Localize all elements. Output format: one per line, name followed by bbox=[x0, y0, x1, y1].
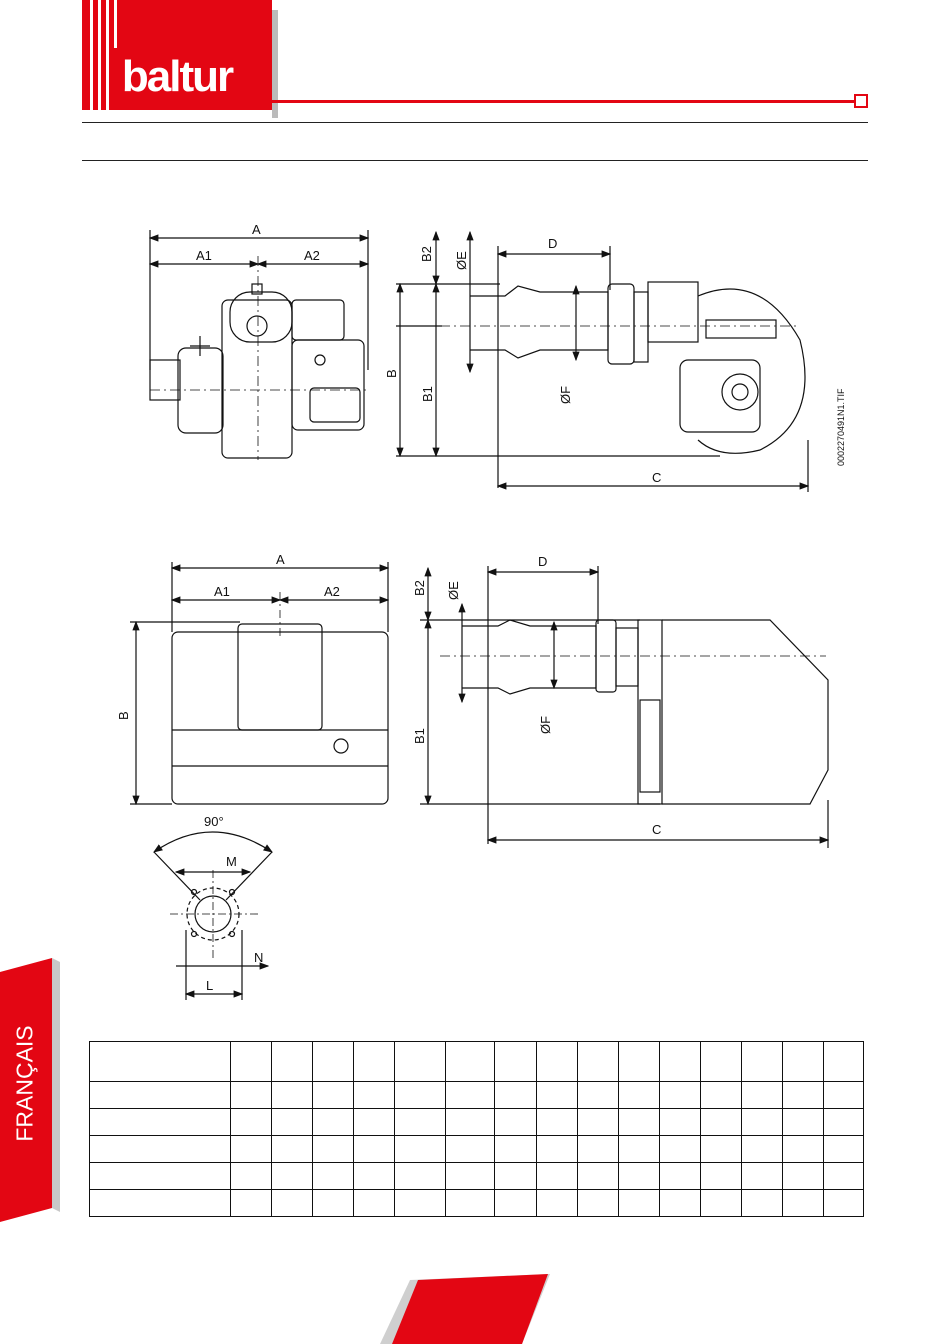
table-cell bbox=[354, 1163, 395, 1190]
label-a2: A2 bbox=[304, 248, 320, 263]
label-d-bottom: D bbox=[538, 554, 548, 569]
table-cell bbox=[495, 1190, 536, 1217]
label-c: C bbox=[652, 470, 662, 485]
table-cell bbox=[272, 1082, 313, 1109]
table-row bbox=[90, 1190, 864, 1217]
table-cell bbox=[536, 1042, 577, 1082]
table-cell bbox=[90, 1109, 231, 1136]
top-side-view bbox=[396, 232, 808, 492]
table-cell bbox=[354, 1082, 395, 1109]
table-cell bbox=[741, 1082, 782, 1109]
label-oe-bottom: ØE bbox=[446, 581, 461, 600]
table-cell bbox=[659, 1190, 700, 1217]
table-cell bbox=[231, 1136, 272, 1163]
table-cell bbox=[90, 1163, 231, 1190]
table-cell bbox=[741, 1163, 782, 1190]
table-cell bbox=[395, 1042, 446, 1082]
table-cell bbox=[700, 1163, 741, 1190]
label-a1: A1 bbox=[196, 248, 212, 263]
table-cell bbox=[395, 1163, 446, 1190]
table-cell bbox=[536, 1082, 577, 1109]
table-cell bbox=[659, 1163, 700, 1190]
table-cell bbox=[446, 1190, 495, 1217]
label-angle: 90° bbox=[204, 814, 224, 829]
table-cell bbox=[782, 1163, 823, 1190]
table-cell bbox=[231, 1163, 272, 1190]
table-cell bbox=[536, 1136, 577, 1163]
table-cell bbox=[536, 1109, 577, 1136]
label-d: D bbox=[548, 236, 558, 251]
table-cell bbox=[446, 1109, 495, 1136]
bottom-side-view bbox=[420, 566, 828, 848]
table-cell bbox=[90, 1042, 231, 1082]
table-cell bbox=[354, 1042, 395, 1082]
table-cell bbox=[313, 1082, 354, 1109]
table-cell bbox=[782, 1042, 823, 1082]
label-a2-bottom: A2 bbox=[324, 584, 340, 599]
table-cell bbox=[536, 1163, 577, 1190]
table-cell bbox=[313, 1190, 354, 1217]
table-cell bbox=[618, 1190, 659, 1217]
table-cell bbox=[231, 1109, 272, 1136]
table-cell bbox=[495, 1109, 536, 1136]
label-a-bottom: A bbox=[276, 552, 285, 567]
table-row bbox=[90, 1082, 864, 1109]
table-cell bbox=[395, 1136, 446, 1163]
table-cell bbox=[446, 1042, 495, 1082]
table-cell bbox=[495, 1163, 536, 1190]
label-a: A bbox=[252, 222, 261, 237]
table-cell bbox=[618, 1136, 659, 1163]
table-cell bbox=[741, 1190, 782, 1217]
table-cell bbox=[354, 1136, 395, 1163]
table-cell bbox=[700, 1136, 741, 1163]
language-label: FRANÇAIS bbox=[11, 1024, 38, 1142]
label-of-bottom: ØF bbox=[538, 715, 553, 734]
table-cell bbox=[577, 1190, 618, 1217]
label-oe: ØE bbox=[454, 251, 469, 270]
table-cell bbox=[313, 1042, 354, 1082]
table-cell bbox=[446, 1163, 495, 1190]
table-cell bbox=[823, 1136, 863, 1163]
table-cell bbox=[446, 1136, 495, 1163]
table-cell bbox=[395, 1109, 446, 1136]
top-front-view bbox=[150, 230, 368, 460]
table-cell bbox=[659, 1136, 700, 1163]
table-cell bbox=[577, 1042, 618, 1082]
table-row bbox=[90, 1163, 864, 1190]
table-cell bbox=[700, 1082, 741, 1109]
label-b2: B2 bbox=[419, 246, 434, 262]
table-row bbox=[90, 1136, 864, 1163]
table-cell bbox=[618, 1163, 659, 1190]
table-cell bbox=[577, 1082, 618, 1109]
table-cell bbox=[272, 1042, 313, 1082]
table-cell bbox=[272, 1163, 313, 1190]
language-side-tab bbox=[0, 958, 66, 1228]
table-cell bbox=[395, 1190, 446, 1217]
table-cell bbox=[395, 1082, 446, 1109]
table-cell bbox=[577, 1109, 618, 1136]
table-cell bbox=[741, 1042, 782, 1082]
table-cell bbox=[700, 1042, 741, 1082]
label-n: N bbox=[254, 950, 264, 965]
table-cell bbox=[231, 1082, 272, 1109]
table-row bbox=[90, 1109, 864, 1136]
table-cell bbox=[659, 1042, 700, 1082]
table-cell bbox=[354, 1109, 395, 1136]
label-a1-bottom: A1 bbox=[214, 584, 230, 599]
label-b-bottom: B bbox=[116, 711, 131, 720]
footer-page-tab bbox=[380, 1274, 560, 1344]
table-cell bbox=[313, 1136, 354, 1163]
table-cell bbox=[577, 1163, 618, 1190]
table-cell bbox=[659, 1082, 700, 1109]
table-cell bbox=[495, 1042, 536, 1082]
label-b2-bottom: B2 bbox=[412, 580, 427, 596]
table-cell bbox=[823, 1190, 863, 1217]
table-cell bbox=[231, 1042, 272, 1082]
table-cell bbox=[782, 1109, 823, 1136]
label-b1: B1 bbox=[420, 386, 435, 402]
table-row bbox=[90, 1042, 864, 1082]
table-cell bbox=[741, 1136, 782, 1163]
table-cell bbox=[272, 1190, 313, 1217]
table-cell bbox=[618, 1109, 659, 1136]
table-cell bbox=[700, 1109, 741, 1136]
table-cell bbox=[741, 1109, 782, 1136]
label-c-bottom: C bbox=[652, 822, 662, 837]
table-cell bbox=[272, 1109, 313, 1136]
table-cell bbox=[495, 1082, 536, 1109]
table-cell bbox=[823, 1082, 863, 1109]
table-cell bbox=[354, 1190, 395, 1217]
table-cell bbox=[272, 1136, 313, 1163]
table-cell bbox=[90, 1190, 231, 1217]
table-cell bbox=[618, 1082, 659, 1109]
label-l: L bbox=[206, 978, 214, 993]
file-code: 0002270491N1.TIF bbox=[836, 388, 846, 466]
table-cell bbox=[231, 1190, 272, 1217]
table-cell bbox=[659, 1109, 700, 1136]
flange-detail bbox=[154, 832, 272, 1000]
table-cell bbox=[782, 1190, 823, 1217]
table-cell bbox=[823, 1109, 863, 1136]
table-cell bbox=[446, 1082, 495, 1109]
logo-brand-text: baltur bbox=[121, 52, 233, 101]
table-cell bbox=[823, 1042, 863, 1082]
label-m: M bbox=[226, 854, 237, 869]
table-cell bbox=[313, 1109, 354, 1136]
label-b: B bbox=[384, 369, 399, 378]
table-cell bbox=[577, 1136, 618, 1163]
table-cell bbox=[700, 1190, 741, 1217]
bottom-front-view bbox=[130, 562, 388, 804]
table-cell bbox=[495, 1136, 536, 1163]
table-cell bbox=[782, 1136, 823, 1163]
label-of: ØF bbox=[558, 385, 573, 404]
table-cell bbox=[618, 1042, 659, 1082]
table-cell bbox=[90, 1136, 231, 1163]
label-b1-bottom: B1 bbox=[412, 728, 427, 744]
language-label-wrap bbox=[5, 958, 45, 1208]
table-cell bbox=[313, 1163, 354, 1190]
table-cell bbox=[782, 1082, 823, 1109]
table-cell bbox=[90, 1082, 231, 1109]
dimension-table bbox=[89, 1041, 864, 1217]
table-cell bbox=[536, 1190, 577, 1217]
table-cell bbox=[823, 1163, 863, 1190]
